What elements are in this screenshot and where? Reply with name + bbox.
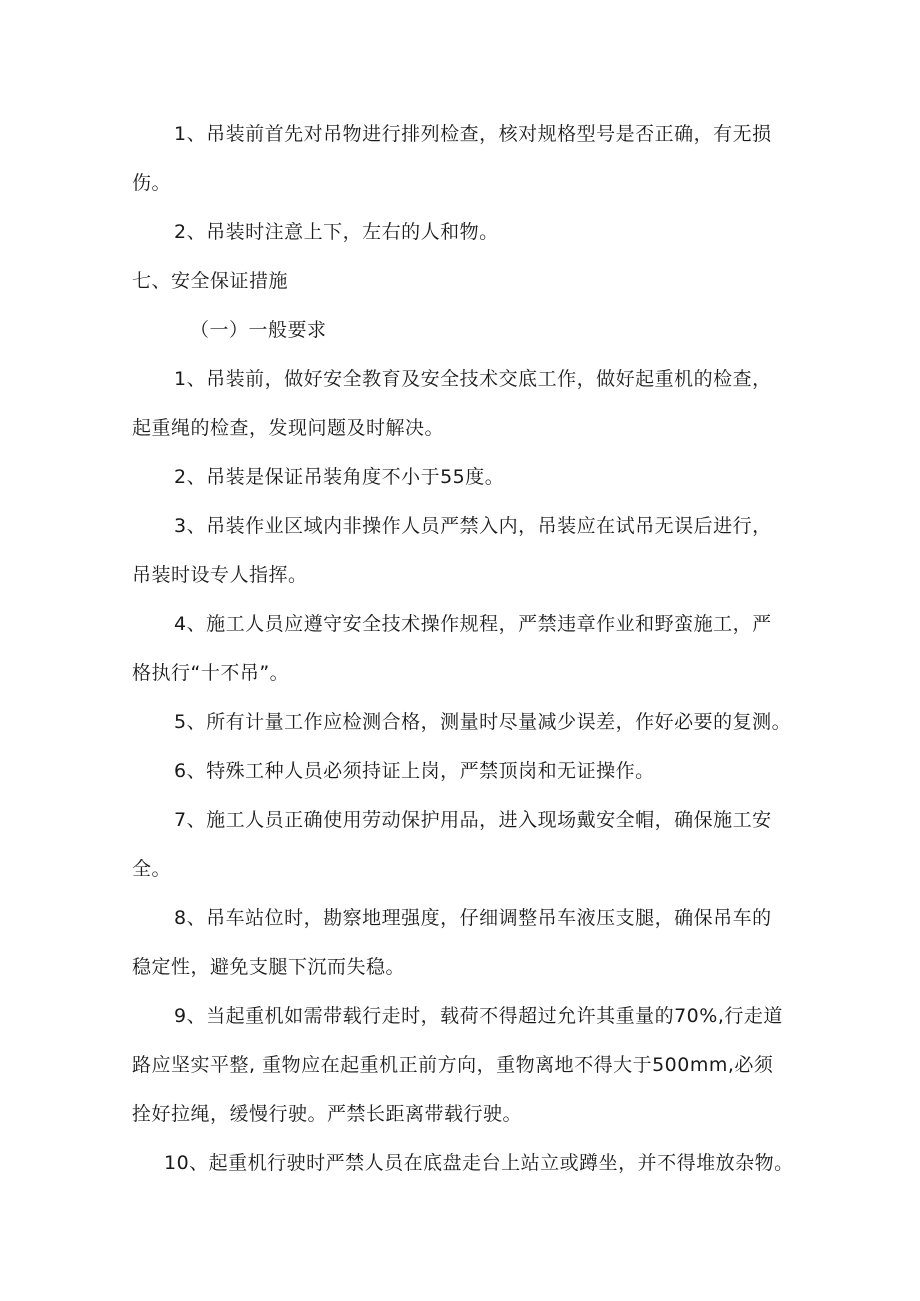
paragraph-line: 9、当起重机如需带载行走时，载荷不得超过允许其重量的70%,行走道 [174,1005,783,1027]
subsection-heading: （一）一般要求 [190,319,327,341]
paragraph-line: 6、特殊工种人员必须持证上岗，严禁顶岗和无证操作。 [174,760,655,782]
paragraph-line: 4、施工人员应遵守安全技术操作规程，严禁违章作业和野蛮施工，严 [174,613,772,635]
paragraph-line: 拴好拉绳，缓慢行驶。严禁长距离带载行驶。 [132,1103,523,1125]
paragraph-line: 7、施工人员正确使用劳动保护用品，进入现场戴安全帽，确保施工安 [174,809,772,831]
paragraph-line: 起重绳的检查，发现问题及时解决。 [132,417,445,439]
paragraph-line: 8、吊车站位时，勘察地理强度，仔细调整吊车液压支腿，确保吊车的 [174,907,772,929]
paragraph-line: 3、吊装作业区域内非操作人员严禁入内，吊装应在试吊无误后进行， [174,515,772,537]
paragraph-line: 2、吊装时注意上下，左右的人和物。 [174,221,499,243]
paragraph-line: 吊装时设专人指挥。 [132,564,308,586]
section-heading: 七、安全保证措施 [132,270,289,292]
paragraph-line: 稳定性，避免支腿下沉而失稳。 [132,956,406,978]
paragraph-line: 伤。 [132,172,172,194]
paragraph-line: 格执行“十不吊”。 [132,662,290,684]
paragraph-line: 2、吊装是保证吊装角度不小于55度。 [174,466,505,488]
paragraph-line: 路应坚实平整, 重物应在起重机正前方向，重物离地不得大于500mm,必须 [132,1054,774,1076]
paragraph-line: 全。 [132,858,172,880]
paragraph-line: 1、吊装前首先对吊物进行排列检查，核对规格型号是否正确，有无损 [174,123,772,145]
paragraph-line: 5、所有计量工作应检测合格，测量时尽量减少误差，作好必要的复测。 [174,711,792,733]
paragraph-line: 10、起重机行驶时严禁人员在底盘走台上站立或蹲坐，并不得堆放杂物。 [164,1152,794,1174]
paragraph-line: 1、吊装前，做好安全教育及安全技术交底工作，做好起重机的检查， [174,368,772,390]
